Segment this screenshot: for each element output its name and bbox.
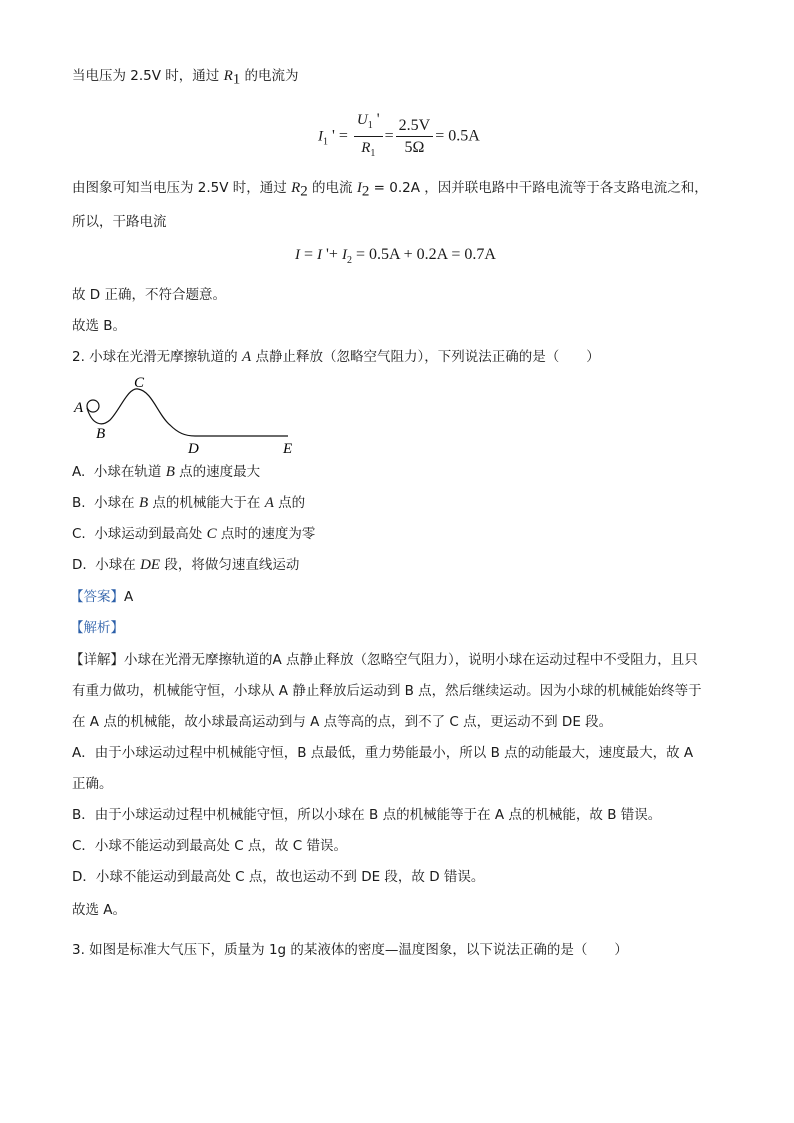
question-number: 2.: [72, 349, 85, 365]
conclusion: 故选 A。: [72, 902, 127, 918]
track-curve-icon: [60, 365, 320, 460]
text: 小球在光滑无摩擦轨道的A 点静止释放（忽略空气阻力），说明小球在运动过程中不受阻力，且只: [124, 652, 698, 668]
label-e: E: [283, 441, 293, 457]
text: 段，将做匀速直线运动: [160, 557, 300, 573]
answer-value: A: [124, 589, 134, 605]
var: I: [356, 180, 362, 196]
explanation-c: C．小球不能运动到最高处 C 点，故 C 错误。: [72, 838, 347, 854]
option-label: D.: [72, 557, 87, 573]
var: DE: [140, 557, 161, 573]
question-2-stem: [72, 347, 600, 367]
line-p1: [72, 66, 299, 90]
explanation-d: D．小球不能运动到最高处 C 点，故也运动不到 DE 段，故 D 错误。: [72, 869, 485, 885]
fraction: [396, 116, 434, 157]
explanation-b: B．由于小球运动过程中机械能守恒，所以小球在 B 点的机械能等于在 A 点的机械能，故 B 错误。: [72, 807, 662, 823]
sub: 1: [367, 120, 373, 132]
var: I: [341, 247, 347, 263]
sub: 1: [232, 71, 241, 88]
detail-tag: 【详解】: [70, 652, 124, 668]
text: 的电流为: [240, 68, 299, 84]
var: B: [165, 464, 175, 480]
detail-line-1: [70, 650, 698, 670]
sub: 2: [346, 255, 352, 267]
track-diagram: [60, 365, 320, 460]
var: I: [295, 247, 300, 263]
text: 小球在光滑无摩擦轨道的: [89, 349, 242, 365]
var: R: [291, 180, 301, 196]
sub: 1: [323, 136, 328, 148]
line-p5: 故选 B。: [72, 318, 127, 334]
formula-1: [318, 110, 480, 163]
var: B: [138, 495, 149, 511]
fraction: [354, 110, 383, 163]
var: I: [318, 128, 323, 145]
text: 小球在: [94, 495, 139, 511]
sub: 1: [370, 148, 376, 160]
line-p2: [72, 178, 708, 202]
detail-line-2: 有重力做功，机械能守恒，小球从 A 静止释放后运动到 B 点，然后继续运动。因为小球的机械能始终等于: [72, 683, 702, 699]
text: 点的: [273, 495, 306, 511]
option-label: A.: [72, 464, 86, 480]
text: 2.5V: [396, 116, 434, 137]
text: =: [384, 127, 394, 145]
var: I: [317, 247, 323, 263]
sub: 2: [300, 183, 308, 200]
text: 当电压为 2.5V 时，通过: [72, 68, 224, 84]
line-p4: 故 D 正确，不符合题意。: [72, 287, 226, 303]
option-a: [72, 462, 260, 482]
var: A: [264, 495, 274, 511]
option-d: [72, 555, 299, 575]
detail-line-3: 在 A 点的机械能，故小球最高运动到与 A 点等高的点，到不了 C 点，更运动不到 DE 段。: [72, 714, 613, 730]
text: =: [300, 246, 318, 263]
option-b: [72, 493, 305, 513]
text: 点的机械能大于在: [148, 495, 265, 511]
label-c: C: [134, 375, 145, 391]
text: ': [372, 111, 380, 128]
explanation-a: A．由于小球运动过程中机械能守恒，B 点最低，重力势能最小，所以 B 点的动能最大，速度最大，故 A: [72, 745, 694, 761]
text: 5Ω: [404, 139, 425, 157]
analysis-tag: 【解析】: [70, 620, 124, 636]
text: 点的速度最大: [174, 464, 261, 480]
option-label: C.: [72, 526, 86, 542]
text: 小球在轨道: [93, 464, 166, 480]
text: 点静止释放（忽略空气阻力），下列说法正确的是（ ）: [251, 349, 600, 365]
analysis-line: [70, 618, 124, 638]
label-a: A: [74, 400, 84, 416]
option-c: [72, 524, 315, 544]
text: 小球在: [95, 557, 141, 573]
label-b: B: [96, 426, 106, 442]
var: U: [356, 112, 368, 128]
answer-line: [70, 587, 133, 607]
text: 的电流: [307, 180, 357, 196]
var: A: [241, 349, 252, 365]
var: R: [223, 68, 233, 84]
question-3-stem: 3. 如图是标准大气压下，质量为 1g 的某液体的密度—温度图象，以下说法正确的是（ ）: [72, 942, 628, 958]
line-p3: 所以，干路电流: [72, 214, 167, 230]
option-label: B.: [72, 495, 86, 511]
label-d: D: [188, 441, 199, 457]
formula-2: [295, 246, 496, 266]
text: '+: [322, 246, 342, 263]
explanation-a-cont: 正确。: [72, 776, 113, 792]
answer-tag: 【答案】: [70, 589, 124, 605]
sub: 2: [361, 183, 370, 200]
text: = 0.5A + 0.2A = 0.7A: [351, 246, 496, 263]
text: 点时的速度为零: [216, 526, 316, 542]
text: 小球运动到最高处: [94, 526, 207, 542]
text: 由图象可知当电压为 2.5V 时，通过: [72, 180, 292, 196]
text: = 0.5A: [435, 127, 480, 145]
var: R: [361, 140, 371, 157]
var: C: [206, 526, 217, 542]
text: = 0.2A ，因并联电路中干路电流等于各支路电流之和，: [369, 180, 708, 196]
text: ' =: [328, 127, 348, 145]
